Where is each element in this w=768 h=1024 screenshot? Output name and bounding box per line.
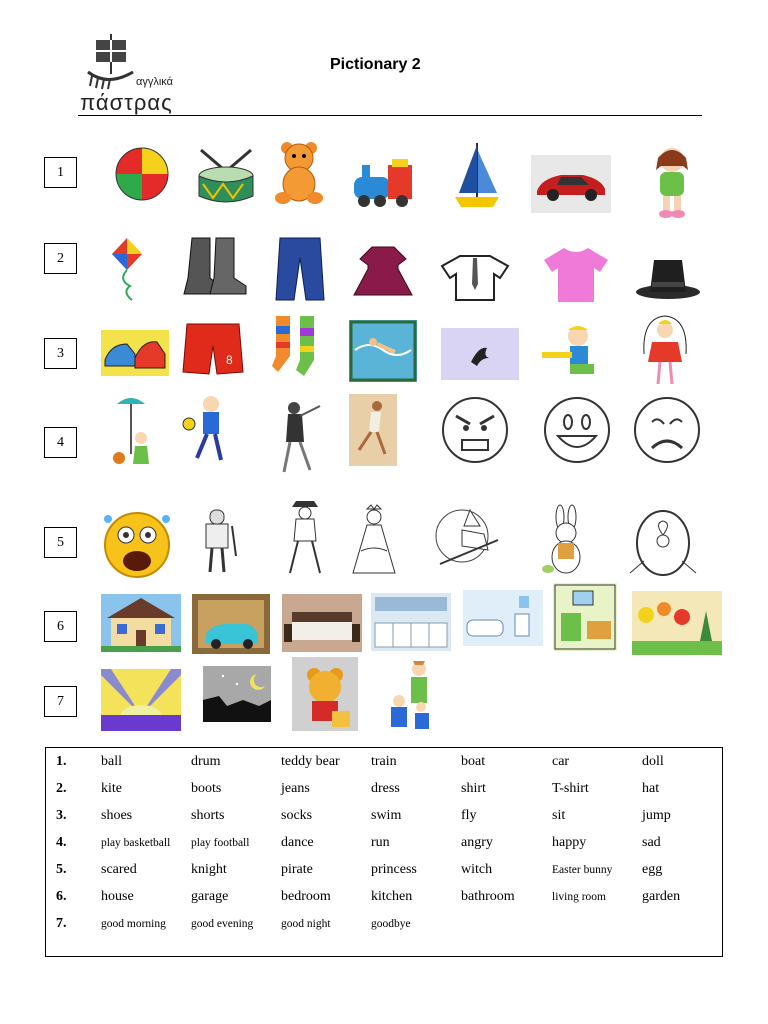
easter-bunny-picture [538, 503, 594, 579]
word-cell: dance [281, 835, 314, 850]
word-row [46, 916, 722, 942]
word-row-number: 2. [56, 781, 67, 796]
word-row [46, 862, 722, 888]
row-number-box: 1 [44, 157, 77, 188]
page-title: Pictionary 2 [330, 56, 421, 73]
word-row [46, 835, 722, 861]
dress-picture [350, 243, 416, 301]
word-cell: bathroom [461, 889, 515, 904]
word-row [46, 808, 722, 834]
living-room-picture [553, 583, 617, 651]
ball-picture [113, 145, 171, 203]
scared-face-picture [102, 505, 172, 581]
shirt-picture [440, 252, 510, 302]
logo-subtitle: αγγλικά [136, 76, 174, 88]
word-cell: socks [281, 808, 313, 823]
word-cell: Easter bunny [552, 864, 613, 876]
word-cell: sad [642, 835, 661, 850]
run-picture [349, 394, 397, 466]
pirate-picture [280, 497, 330, 577]
word-row-number: 1. [56, 754, 67, 769]
shorts-picture [181, 318, 245, 380]
word-cell: T-shirt [552, 781, 589, 796]
word-row [46, 754, 722, 780]
word-cell: good evening [191, 918, 254, 930]
row-number-box: 5 [44, 527, 77, 558]
play-basketball-picture [103, 394, 159, 478]
word-cell: hat [642, 781, 660, 796]
word-cell: goodbye [371, 918, 411, 930]
word-cell: pirate [281, 862, 313, 877]
word-cell: egg [642, 862, 663, 877]
word-cell: happy [552, 835, 587, 850]
row-number-box: 6 [44, 611, 77, 642]
word-cell: garage [191, 889, 229, 904]
word-cell: scared [101, 862, 137, 877]
drum-picture [193, 146, 259, 208]
word-row [46, 889, 722, 915]
sad-face-picture [632, 394, 702, 466]
word-cell: jump [642, 808, 671, 823]
house-picture [101, 594, 181, 652]
word-cell: shorts [191, 808, 225, 823]
boots-picture [180, 234, 250, 298]
row-number-box: 3 [44, 338, 77, 369]
word-cell: garden [642, 889, 681, 904]
happy-face-picture [542, 394, 612, 466]
kite-picture [108, 236, 146, 302]
goodbye-picture [383, 657, 439, 735]
good-evening-picture [203, 666, 271, 722]
word-cell: shirt [461, 781, 486, 796]
play-football-picture [181, 394, 241, 466]
word-list-table [45, 747, 723, 957]
word-cell: witch [461, 862, 493, 877]
princess-picture [347, 503, 401, 577]
word-cell: good morning [101, 918, 166, 930]
word-cell: train [371, 754, 397, 769]
word-row [46, 781, 722, 807]
word-cell: princess [371, 862, 417, 877]
doll-picture [643, 144, 701, 220]
word-row-number: 3. [56, 808, 67, 823]
shoes-picture [101, 330, 169, 376]
word-cell: car [552, 754, 570, 769]
word-cell: angry [461, 835, 493, 850]
word-cell: play basketball [101, 837, 171, 849]
word-row-number: 6. [56, 889, 67, 904]
swim-picture [349, 320, 417, 382]
witch-picture [432, 500, 508, 576]
bedroom-picture [282, 594, 362, 652]
word-cell: jeans [281, 781, 310, 796]
word-cell: run [371, 835, 390, 850]
row-number-box: 2 [44, 243, 77, 274]
word-cell: doll [642, 754, 664, 769]
row-number-box: 7 [44, 686, 77, 717]
word-cell: shoes [101, 808, 133, 823]
boat-picture [449, 137, 505, 215]
good-night-picture [292, 657, 358, 731]
word-cell: house [101, 889, 134, 904]
dance-picture [270, 396, 324, 478]
word-cell: drum [191, 754, 221, 769]
tshirt-picture [542, 244, 610, 304]
word-cell: knight [191, 862, 227, 877]
word-cell: living room [552, 891, 606, 903]
word-cell: boat [461, 754, 486, 769]
hat-picture [634, 254, 702, 300]
good-morning-picture [101, 669, 181, 731]
word-cell: kitchen [371, 889, 413, 904]
bathroom-picture [463, 590, 543, 646]
school-logo [78, 32, 208, 114]
svg-text:8: 8 [226, 353, 233, 367]
sit-picture [536, 322, 606, 384]
word-cell: play football [191, 837, 250, 849]
train-picture [350, 155, 418, 210]
word-cell: kite [101, 781, 122, 796]
fly-picture [441, 328, 519, 380]
logo-word: πάστρας [80, 90, 173, 115]
word-cell: good night [281, 918, 331, 930]
garage-picture [192, 594, 270, 654]
row-number-box: 4 [44, 427, 77, 458]
word-cell: fly [461, 808, 477, 823]
teddy-bear-picture [273, 140, 325, 206]
socks-picture [270, 312, 322, 380]
car-picture [531, 155, 611, 213]
jump-picture [638, 314, 692, 394]
word-cell: bedroom [281, 889, 331, 904]
angry-face-picture [440, 394, 510, 466]
jeans-picture [272, 234, 328, 304]
header-divider [78, 115, 702, 116]
word-cell: dress [371, 781, 400, 796]
word-cell: swim [371, 808, 402, 823]
word-cell: boots [191, 781, 222, 796]
word-cell: sit [552, 808, 566, 823]
word-row-number: 7. [56, 916, 67, 931]
easter-egg-picture [624, 503, 702, 581]
word-row-number: 4. [56, 835, 67, 850]
word-row-number: 5. [56, 862, 67, 877]
word-cell: teddy bear [281, 754, 340, 769]
garden-picture [632, 591, 722, 655]
knight-picture [192, 506, 242, 576]
kitchen-picture [371, 593, 451, 651]
word-cell: ball [101, 754, 122, 769]
